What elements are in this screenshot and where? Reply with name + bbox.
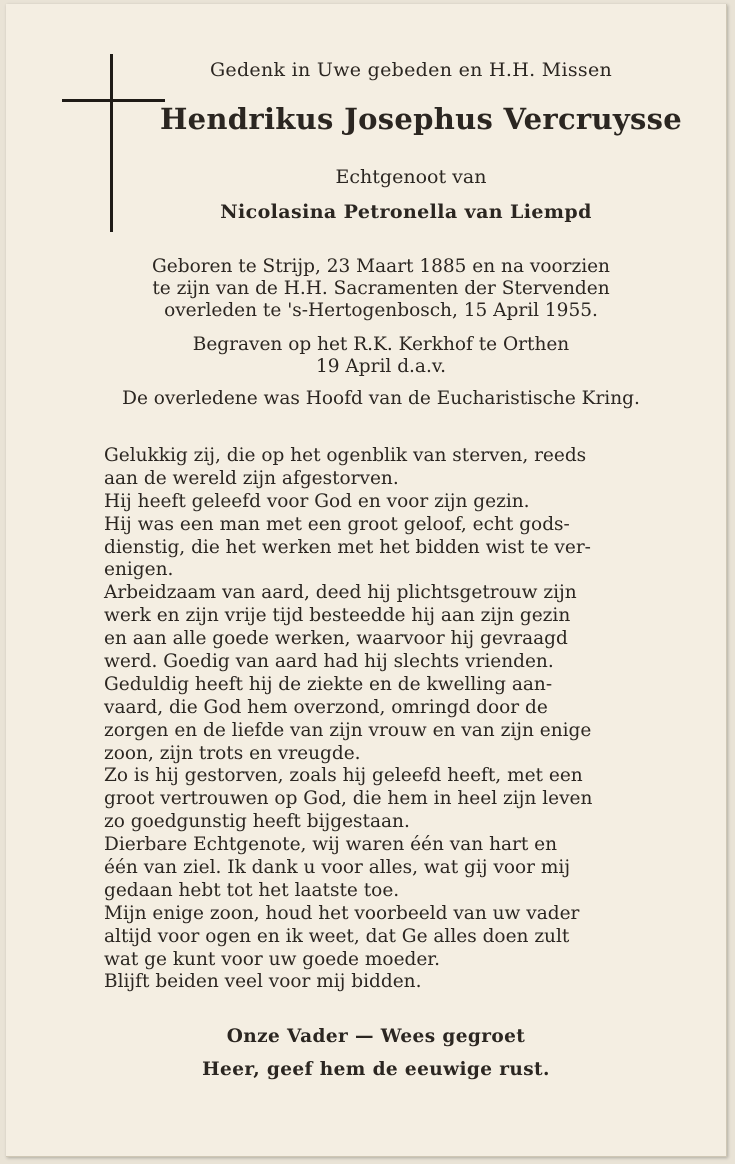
burial-block [86,334,676,378]
body-line: één van ziel. Ik dank u voor alles, wat gij voor mij [104,857,571,879]
body-line: enigen. [104,559,174,581]
birth-death-line: Geboren te Strijp, 23 Maart 1885 en na voorzien [152,256,610,277]
birth-death-line: te zijn van de H.H. Sacramenten der Stervenden [152,278,610,299]
prayer-line: Onze Vader — Wees gegroet [226,1026,526,1047]
burial-line: Begraven op het R.K. Kerkhof te Orthen [192,334,570,355]
body-line: en aan alle goede werken, waarvoor hij gevraagd [104,628,568,650]
body-line: Mijn enige zoon, houd het voorbeeld van uw vader [104,902,580,924]
body-line: altijd voor ogen en ik weet, dat Ge alles doen zult [104,925,570,947]
body-line: Gelukkig zij, die op het ogenblik van sterven, reeds [104,445,587,466]
body-line: werk en zijn vrije tijd besteedde hij aan zijn gezin [104,605,571,627]
body-line: groot vertrouwen op God, die hem in heel zijn leven [104,788,593,810]
deceased-name: Hendrikus Josephus Vercruysse [159,102,683,136]
body-line: Blijft beiden veel voor mij bidden. [104,971,422,993]
prayer-line-rest: Heer, geef hem de eeuwige rust. [202,1059,550,1080]
body-line: gedaan hebt tot het laatste toe. [104,879,400,901]
body-line: Hij heeft geleefd voor God en voor zijn gezin. [104,490,530,512]
body-line: vaard, die God hem overzond, omringd door de [104,696,548,718]
body-line: aan de wereld zijn afgestorven. [104,467,399,489]
body-line: Hij was een man met een groot geloof, echt gods- [104,513,570,535]
body-line: Geduldig heeft hij de ziekte en de kwelling aan- [104,673,553,695]
body-line: dienstig, die het werken met het bidden wist te ver- [104,536,591,558]
body-line: wat ge kunt voor uw goede moeder. [104,948,440,970]
birth-death-line: overleden te 's-Hertogenbosch, 15 April 1955. [164,300,598,321]
body-line: Arbeidzaam van aard, deed hij plichtsgetrouw zijn [104,582,577,604]
body-line: Zo is hij gestorven, zoals hij geleefd heeft, met een [104,765,583,787]
cross-icon-bar [62,99,165,102]
body-line: Dierbare Echtgenote, wij waren één van hart en [104,834,558,856]
body-line: werd. Goedig van aard had hij slechts vrienden. [104,651,554,673]
body-line: zorgen en de liefde van zijn vrouw en van zijn enige [104,719,592,741]
memorial-card [6,4,727,1157]
body-text [104,445,664,994]
body-line: zoon, zijn trots en vreugde. [104,742,361,764]
role-line: De overledene was Hoofd van de Eucharistische Kring. [122,388,640,409]
cross-icon [110,54,113,232]
birth-death-block [86,256,676,322]
heading: Gedenk in Uwe gebeden en H.H. Missen [209,59,613,81]
burial-line: 19 April d.a.v. [316,356,446,377]
spouse-name: Nicolasina Petronella van Liempd [220,201,592,223]
spouse-label: Echtgenoot van [335,166,487,188]
body-line: zo goedgunstig heeft bijgestaan. [104,811,410,833]
